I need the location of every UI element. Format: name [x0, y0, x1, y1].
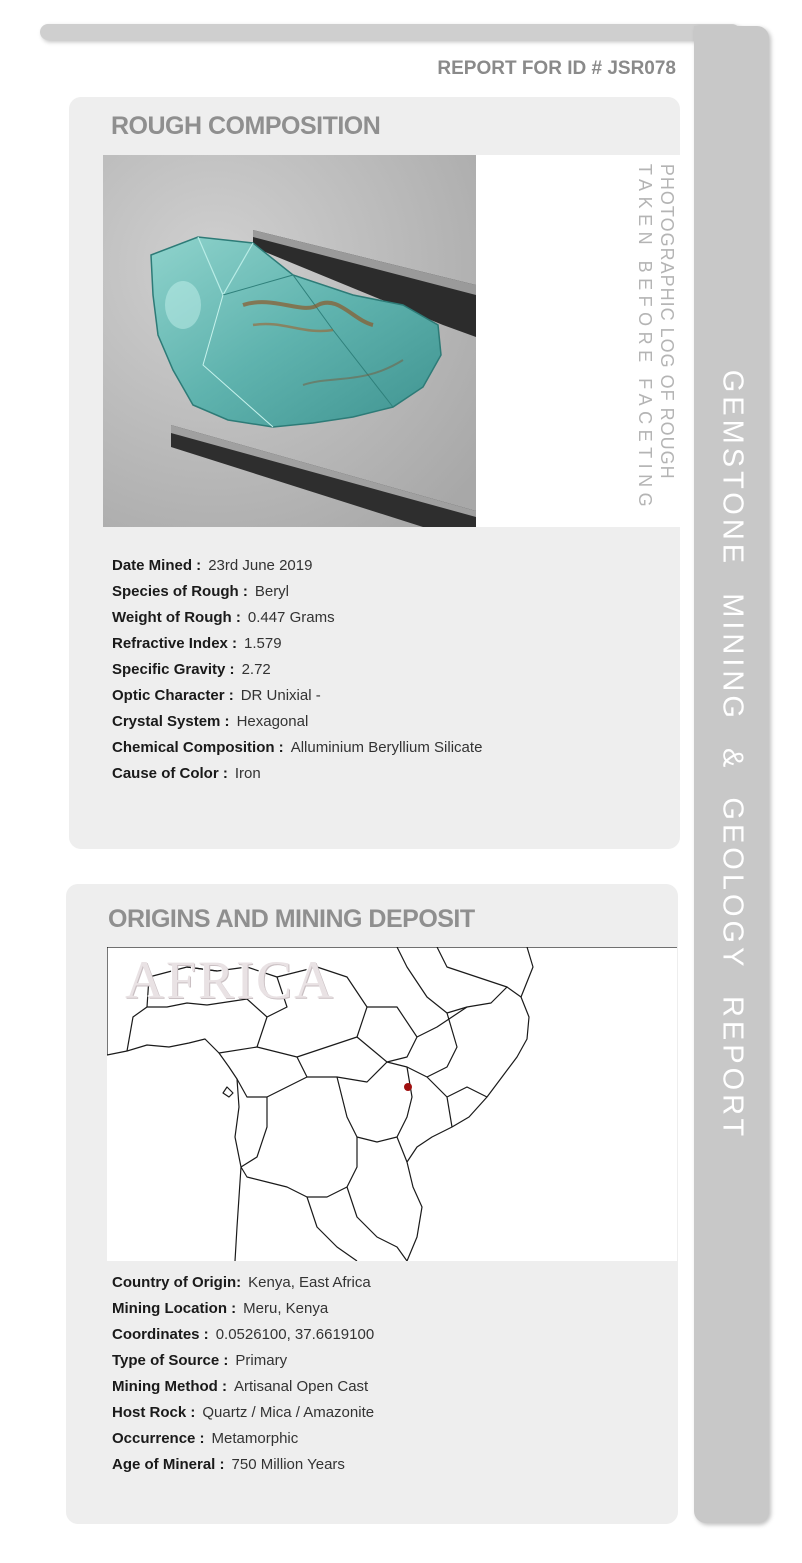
field-value: 2.72 — [241, 661, 271, 678]
origins-title: ORIGINS AND MINING DEPOSIT — [108, 905, 475, 933]
field-value: 23rd June 2019 — [208, 557, 313, 574]
field-value: Kenya, East Africa — [248, 1274, 371, 1291]
field-label: Age of Mineral : — [112, 1456, 225, 1473]
field-label: Specific Gravity : — [112, 661, 235, 678]
map-label: AFRICA — [125, 950, 336, 1010]
report-id: REPORT FOR ID # JSR078 — [437, 58, 676, 79]
field-label: Crystal System : — [112, 713, 230, 730]
field-label: Weight of Rough : — [112, 609, 241, 626]
field-label: Cause of Color : — [112, 765, 228, 782]
rough-composition-title: ROUGH COMPOSITION — [111, 112, 381, 140]
photo-caption-line1: PHOTOGRAPHIC LOG OF ROUGH — [657, 163, 677, 480]
rough-field-row — [112, 709, 482, 735]
origin-field-row — [112, 1348, 374, 1374]
rough-properties — [112, 553, 482, 787]
origin-field-row — [112, 1322, 374, 1348]
field-label: Type of Source : — [112, 1352, 229, 1369]
origin-field-row — [112, 1400, 374, 1426]
rough-gem-image — [103, 155, 476, 527]
field-value: Beryl — [254, 583, 290, 600]
field-value: 1.579 — [244, 635, 282, 652]
field-value: 0.0526100, 37.6619100 — [215, 1326, 375, 1343]
rough-field-row — [112, 631, 482, 657]
field-value: Meru, Kenya — [243, 1300, 329, 1317]
rough-field-row — [112, 735, 482, 761]
field-label: Optic Character : — [112, 687, 234, 704]
field-value: Artisanal Open Cast — [233, 1378, 369, 1395]
rough-field-row — [112, 683, 482, 709]
field-value: DR Unixial - — [240, 687, 321, 704]
mining-location-marker — [404, 1083, 412, 1091]
field-label: Date Mined : — [112, 557, 202, 574]
field-label: Coordinates : — [112, 1326, 209, 1343]
field-value: Hexagonal — [236, 713, 309, 730]
field-value: Iron — [234, 765, 261, 782]
field-label: Country of Origin: — [112, 1274, 242, 1291]
photo-caption-line2: TAKEN BEFORE FACETING — [635, 163, 655, 513]
field-value: 750 Million Years — [231, 1456, 345, 1473]
origin-field-row — [112, 1296, 374, 1322]
field-value: 0.447 Grams — [247, 609, 335, 626]
field-value: Metamorphic — [211, 1430, 299, 1447]
field-label: Refractive Index : — [112, 635, 238, 652]
field-label: Host Rock : — [112, 1404, 196, 1421]
field-label: Mining Method : — [112, 1378, 227, 1395]
field-value: Quartz / Mica / Amazonite — [202, 1404, 375, 1421]
origin-map — [107, 947, 677, 1261]
rough-field-row — [112, 553, 482, 579]
rough-photo — [103, 155, 476, 527]
rough-field-row — [112, 579, 482, 605]
field-label: Mining Location : — [112, 1300, 237, 1317]
top-bar — [40, 24, 740, 40]
origin-field-row — [112, 1374, 374, 1400]
field-label: Species of Rough : — [112, 583, 248, 600]
rough-field-row — [112, 761, 482, 787]
field-value: Primary — [235, 1352, 288, 1369]
origin-field-row — [112, 1426, 374, 1452]
field-label: Chemical Composition : — [112, 739, 284, 756]
side-title-text: GEMSTONE MINING & GEOLOGY REPORT — [716, 369, 749, 1141]
rough-field-row — [112, 605, 482, 631]
rough-field-row — [112, 657, 482, 683]
origin-field-row — [112, 1452, 374, 1478]
field-value: Alluminium Beryllium Silicate — [290, 739, 483, 756]
origin-properties — [112, 1270, 374, 1478]
field-label: Occurrence : — [112, 1430, 205, 1447]
origin-field-row — [112, 1270, 374, 1296]
